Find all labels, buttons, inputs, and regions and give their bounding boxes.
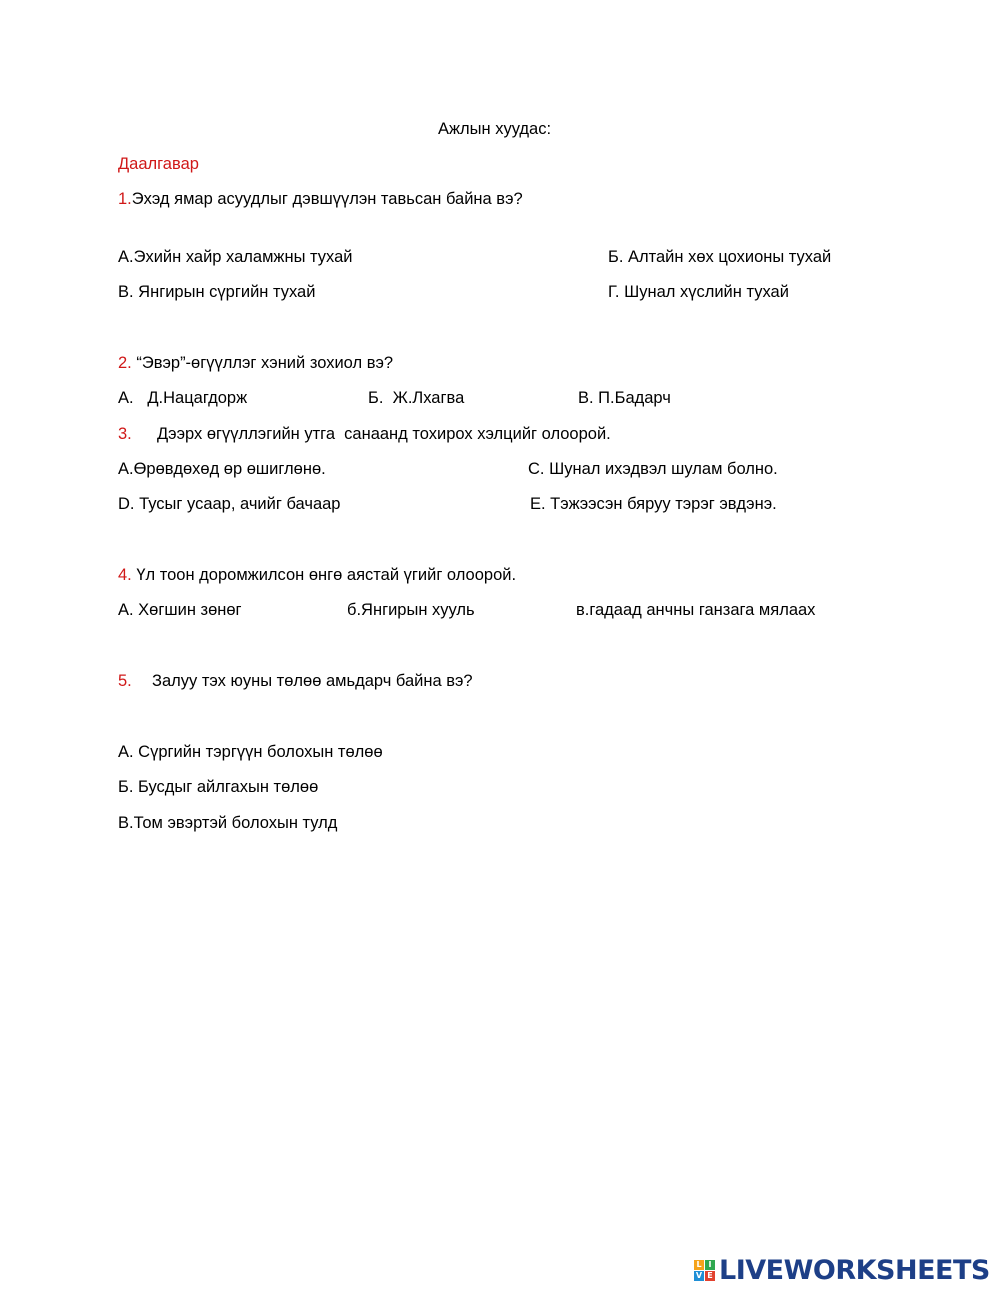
q1-option-c: В. Янгирын сүргийн тухай [118, 283, 316, 301]
q5-option-b: Б. Бусдыг айлгахын төлөө [118, 778, 319, 796]
q1-option-b: Б. Алтайн хөх цохионы тухай [608, 248, 832, 266]
question-2-number: 2. [118, 354, 132, 372]
question-2-text: “Эвэр”-өгүүллэг хэний зохиол вэ? [131, 354, 394, 372]
worksheet-title: Ажлын хуудас: [438, 120, 552, 138]
question-5-number: 5. [118, 672, 132, 690]
q2-option-a: А. Д.Нацагдорж [118, 389, 248, 407]
liveworksheets-logo-text: LIVEWORKSHEETS [719, 1254, 990, 1286]
q5-option-c: В.Том эвэртэй болохын тулд [118, 814, 338, 832]
question-4-text: Үл тоон доромжилсон өнгө аястай үгийг олоорой. [131, 566, 517, 584]
question-4 [118, 565, 516, 585]
q2-option-b: Б. Ж.Лхагва [368, 389, 465, 407]
badge-letter-e: E [705, 1271, 715, 1281]
q1-option-d: Г. Шунал хүслийн тухай [608, 283, 789, 301]
question-1-text: Эхэд ямар асуудлыг дэвшүүлэн тавьсан байна вэ? [131, 190, 523, 208]
q1-option-a: А.Эхийн хайр халамжны тухай [118, 248, 353, 266]
question-5-text: Залуу тэх юуны төлөө амьдарч байна вэ? [152, 672, 473, 690]
liveworksheets-logo [694, 1255, 990, 1285]
badge-letter-v: V [695, 1270, 703, 1280]
question-3-text: Дээрх өгүүллэгийн утга санаанд тохирох хэлцийг олоорой. [157, 425, 611, 443]
liveworksheets-badge-icon [694, 1260, 715, 1281]
q5-option-a: А. Сүргийн тэргүүн болохын төлөө [118, 743, 383, 761]
q3-option-e: Е. Тэжээсэн бяруу тэрэг эвдэнэ. [530, 495, 777, 513]
q4-option-a: А. Хөгшин зөнөг [118, 601, 242, 619]
q3-option-d: D. Тусыг усаар, ачийг бачаар [118, 495, 341, 513]
question-1-number: 1. [118, 190, 132, 208]
question-4-number: 4. [118, 566, 132, 584]
q4-option-b: б.Янгирын хууль [347, 601, 475, 619]
section-label: Даалгавар [118, 155, 199, 173]
question-1 [118, 189, 523, 209]
question-3-number: 3. [118, 425, 132, 443]
q3-option-a: А.Өрөвдөхөд өр өшиглөнө. [118, 460, 326, 478]
badge-letter-l: L [694, 1260, 704, 1270]
q3-option-c: С. Шунал ихэдвэл шулам болно. [528, 460, 778, 478]
q2-option-c: В. П.Бадарч [578, 389, 671, 407]
question-2 [118, 353, 393, 373]
badge-letter-i: I [705, 1260, 715, 1270]
q4-option-c: в.гадаад анчны ганзага мялаах [576, 601, 816, 619]
